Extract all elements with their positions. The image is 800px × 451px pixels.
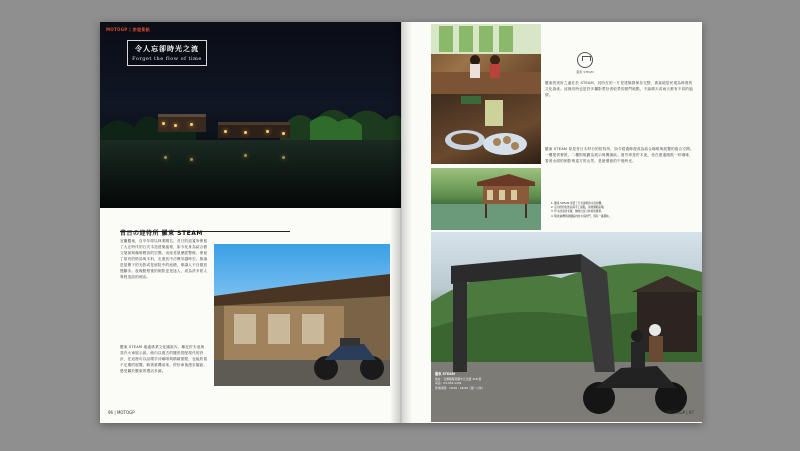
venue-info-title: 羅東 STEAM [435, 372, 455, 376]
lamp-light [282, 132, 285, 135]
couple-in-cafe-photo [431, 24, 541, 96]
caption-item: 3. 貯木池旁的老屋，倒映出昔日林業的風華。 [551, 210, 604, 214]
right-paragraph-2: 羅東 STEAM 原是昔日木材行的招待所，如今經過修復成為結合咖啡與展覽的複合空間。一樓提供餐飲，二樓則規劃為展示與閱讀區。窗外即是貯木池，坐在窗邊啜飲一杯咖啡，看著水面的倒影與遠方的山景，是最愜意的午後時光。 [545, 147, 694, 163]
lamp-light [190, 123, 193, 126]
photo-captions [551, 202, 691, 219]
magazine-tag: MOTOGP | 旅遊景點 [106, 27, 150, 32]
cafe-motorcycle-photo [214, 244, 390, 386]
venue-logo [567, 52, 603, 74]
body-paragraph-2: 羅東 STEAM 地處林業文化園區內，鄰近貯木池與蒸汽火車展示區。館內以復古的擺設搭配現代的設計，在這裡可以品嚐手沖咖啡與精緻甜點，也能欣賞不定期的展覽。騎著重機前來，停好車後漫步園區，感受屬於羅東的慢活步調。 [120, 345, 208, 373]
cafe-scene-drawing [214, 244, 390, 386]
torii-icon [577, 52, 593, 68]
venue-info-phone: 電話：03-954-1234 [435, 381, 462, 385]
couple-scene-drawing [431, 24, 541, 96]
page-number-left: 96 | MOTOGP [108, 410, 135, 415]
drinks-and-desserts-photo [431, 94, 541, 164]
book-gutter-shadow [390, 22, 412, 423]
lamp-light [174, 124, 177, 127]
lamp-light [224, 130, 227, 133]
right-paragraph-1: 羅東的美好之處在於 STEAM，其所在的一片老建築群保存完整，被當地居民視為珍貴的文化資產。這裡同時也是許多攝影愛好者取景的熱門地點，不論晴天或雨天都有不同的風情。 [545, 81, 693, 97]
venue-info-address: 地址：宜蘭縣羅東鎮中正北路 118 號 [435, 376, 482, 381]
gate-scene-drawing [431, 232, 702, 422]
lake-reflection [100, 140, 401, 208]
section-heading-text: 昔日の迎待所 羅東 STEAM [120, 230, 203, 237]
night-lake-photo [100, 22, 401, 208]
caption-item: 2. 店內的特色飲品與手工甜點，值得細細品嚐。 [551, 206, 607, 210]
reflection-light [244, 154, 247, 157]
pond-scene-drawing [431, 168, 541, 230]
article-title-zh: 令人忘卻時光之流 [135, 45, 199, 53]
venue-info-box [435, 372, 505, 390]
drinks-scene-drawing [431, 94, 541, 164]
caption-item: 4. 騎乘重機穿越園區內的木造拱門，別有一番風味。 [551, 214, 612, 218]
article-title-box [127, 40, 207, 66]
motorcycle-gate-photo [431, 232, 702, 422]
main-building [158, 114, 206, 132]
section-heading [120, 220, 290, 237]
left-page [100, 22, 401, 423]
lamp-light [162, 122, 165, 125]
page-number-right: MOTOGP | 97 [667, 410, 694, 415]
magazine-spread [100, 22, 702, 423]
right-page [401, 22, 702, 423]
body-paragraph-1: 宜蘭羅東，自早年即以林業聞名，昔日的迎賓所保留了大正時代的日式木造建築風格，如今化身為結合藝文展演與咖啡輕食的空間。這座老屋歷經整修，保留了原有的格局與木料，走進其中彷彿穿越時空。無論是屋簷下的光影或是庭院中的池塘，都讓人不自覺放慢腳步。夜晚點燈後的倒影更是迷人，成為許多旅人專程造訪的理由。 [120, 239, 208, 279]
reflection-light [282, 156, 285, 159]
side-building [218, 122, 290, 138]
pond-house-photo [431, 168, 541, 230]
venue-logo-text: 羅東 STEAM [576, 70, 594, 74]
lamp-light [244, 131, 247, 134]
reflection-light [190, 158, 193, 161]
venue-info-hours: 營業時間：10:00 - 18:00（週一公休） [435, 385, 485, 390]
reflection-light [164, 156, 167, 159]
lamp-light [266, 130, 269, 133]
article-title-en: Forget the flow of time [132, 56, 202, 62]
caption-item: 1. 羅東 STEAM 保留了日式建築的木造結構。 [551, 202, 604, 205]
